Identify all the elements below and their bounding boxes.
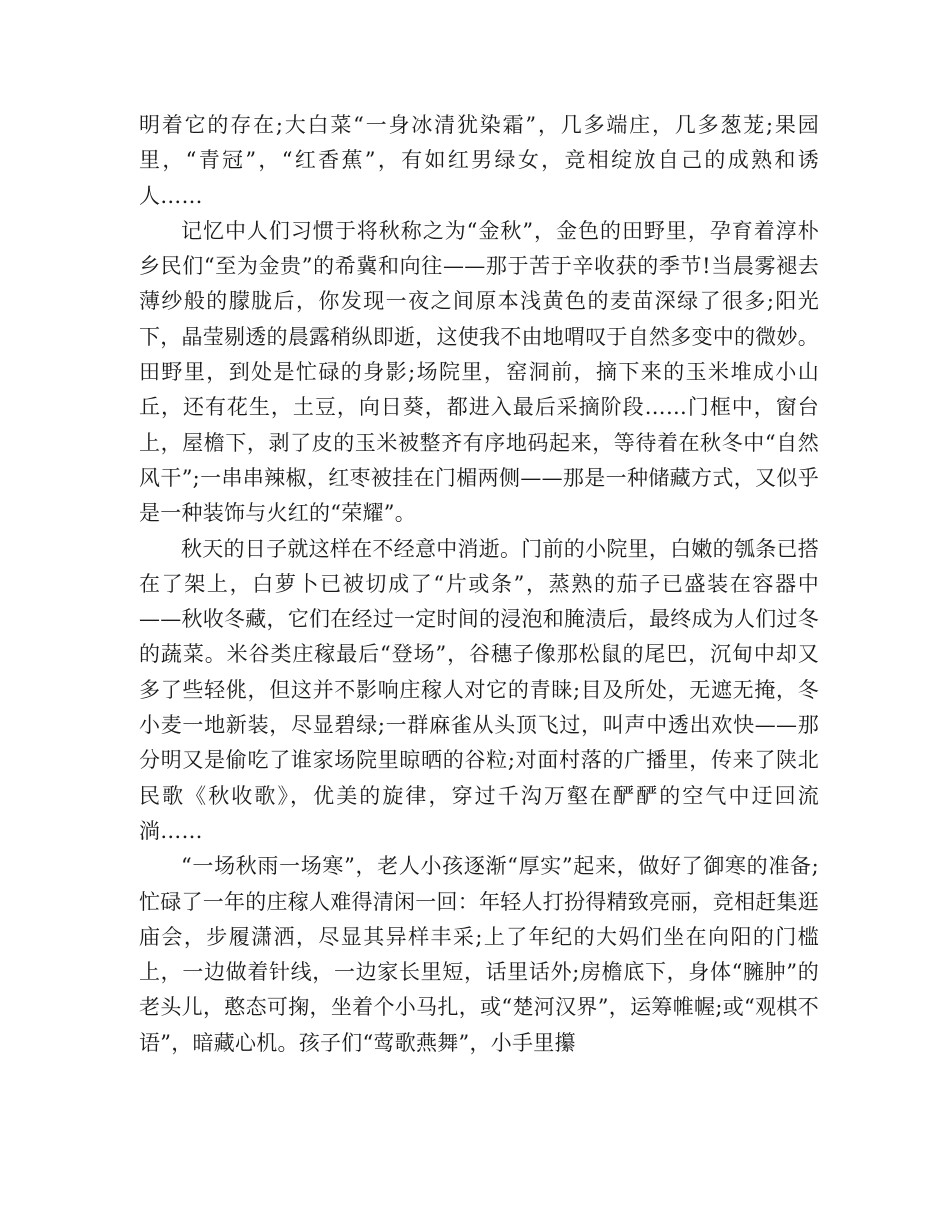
paragraph-2: 记忆中人们习惯于将秋称之为“金秋”，金色的田野里，孕育着淳朴乡民们“至为金贵”的希冀和向往——那于苦于辛收获的季节!当晨雾褪去薄纱般的朦胧后，你发现一夜之间原本浅黄色的麦苗深绿了很多;阳光下，晶莹剔透的晨露稍纵即逝，这使我不由地喟叹于自然多变中的微妙。田野里，到处是忙碌的身影;场院里，窑洞前，摘下来的玉米堆成小山丘，还有花生，土豆，向日葵，都进入最后采摘阶段……门框中，窗台上，屋檐下，剥了皮的玉米被整齐有序地码起来，等待着在秋冬中“自然风干”;一串串辣椒，红枣被挂在门楣两侧——那是一种储藏方式，又似乎是一种装饰与火红的“荣耀”。 — [139, 218, 819, 526]
article-body — [139, 108, 819, 1061]
paragraph-4: “一场秋雨一场寒”，老人小孩逐渐“厚实”起来，做好了御寒的准备;忙碌了一年的庄稼人难得清闲一回：年轻人打扮得精致亮丽，竞相赶集逛庙会，步履潇洒，尽显其异样丰采;上了年纪的大妈们坐在向阳的门槛上，一边做着针线，一边家长里短，话里话外;房檐底下，身体“臃肿”的老头儿，憨态可掬，坐着个小马扎，或“楚河汉界”，运筹帷幄;或“观棋不语”，暗藏心机。孩子们“莺歌燕舞”，小手里攥 — [139, 854, 819, 1055]
paragraph-3: 秋天的日子就这样在不经意中消逝。门前的小院里，白嫩的瓠条已搭在了架上，白萝卜已被切成了“片或条”，蒸熟的茄子已盛装在容器中——秋收冬藏，它们在经过一定时间的浸泡和腌渍后，最终成为人们过冬的蔬菜。米谷类庄稼最后“登场”，谷穗子像那松鼠的尾巴，沉甸中却又多了些轻佻，但这并不影响庄稼人对它的青睐;目及所处，无遮无掩，冬小麦一地新装，尽显碧绿;一群麻雀从头顶飞过，叫声中透出欢快——那分明又是偷吃了谁家场院里晾晒的谷粒;对面村落的广播里，传来了陕北民歌《秋收歌》，优美的旋律，穿过千沟万壑在酽酽的空气中迂回流淌…… — [139, 536, 819, 843]
paragraph-1: 明着它的存在;大白菜“一身冰清犹染霜”，几多端庄，几多葱茏;果园里，“青冠”，“红香蕉”，有如红男绿女，竞相绽放自己的成熟和诱人…… — [139, 113, 819, 208]
